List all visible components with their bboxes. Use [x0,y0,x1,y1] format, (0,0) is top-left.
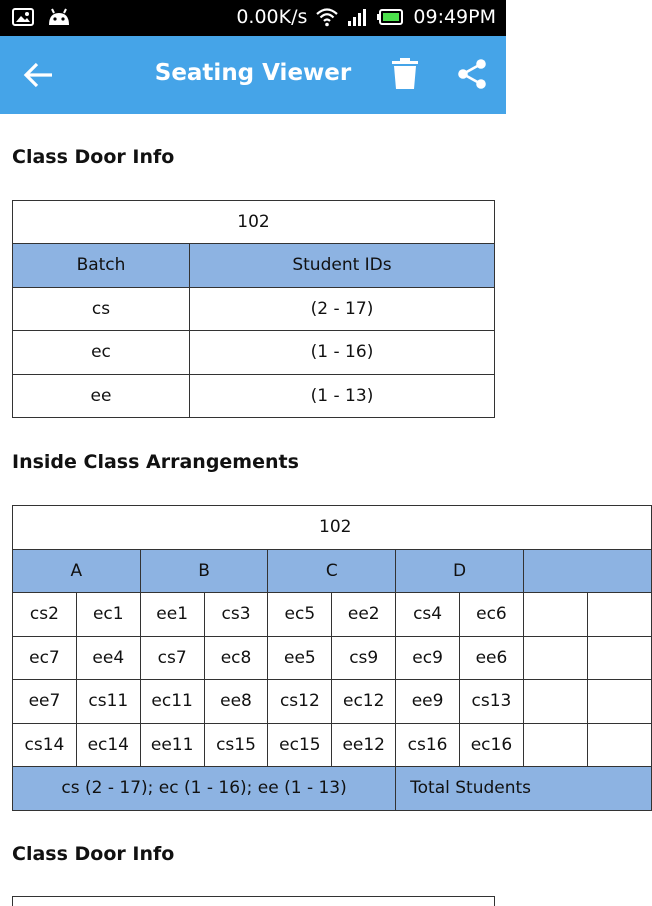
arrangement-scroll[interactable] [12,505,532,811]
seat-cell: ee8 [204,680,268,724]
seat-cell [587,636,651,680]
share-icon[interactable] [456,58,488,90]
seat-cell: ee9 [396,680,460,724]
seat-cell: cs14 [13,723,77,767]
seat-cell: ee2 [332,593,396,637]
room-number-cell: 102 [13,201,495,244]
table-row [13,374,495,418]
content-area[interactable] [0,114,532,900]
seat-cell [523,680,587,724]
seat-cell: ee5 [268,636,332,680]
seat-row [13,723,652,767]
seat-cell: ec16 [460,723,524,767]
seat-cell [587,680,651,724]
seat-cell: ec12 [332,680,396,724]
ids-cell: (2 - 17) [190,287,495,331]
seat-cell: cs15 [204,723,268,767]
page-title: Seating Viewer [154,60,352,86]
arrangement-room-cell: 102 [13,506,652,550]
section-title-door-info-2: Class Door Info [12,843,175,865]
seat-cell: ec6 [460,593,524,637]
seat-cell: ee7 [13,680,77,724]
seat-cell: cs7 [140,636,204,680]
app-bar [0,36,506,114]
seat-cell: cs12 [268,680,332,724]
status-bar [0,0,506,36]
seat-cell: ee1 [140,593,204,637]
seat-cell [523,723,587,767]
net-speed: 0.00K/s [236,6,308,28]
signal-icon [347,7,369,27]
ids-cell: (1 - 13) [190,374,495,418]
seat-cell: ec5 [268,593,332,637]
column-header-a: A [13,549,141,593]
seat-cell: ee12 [332,723,396,767]
seat-cell: ec14 [76,723,140,767]
batch-cell: cs [13,287,190,331]
total-students-cell: Total Students [396,767,652,811]
seat-row [13,636,652,680]
trash-icon[interactable] [392,58,418,90]
door-info-table [12,200,495,418]
clock: 09:49PM [413,6,496,28]
batch-cell: ec [13,331,190,375]
seat-cell: ee11 [140,723,204,767]
column-header-extra [523,549,651,593]
batch-cell: ee [13,374,190,418]
seat-cell: cs4 [396,593,460,637]
batch-summary-cell: cs (2 - 17); ec (1 - 16); ee (1 - 13) [13,767,396,811]
seat-cell: ee4 [76,636,140,680]
battery-charging-icon [377,7,405,27]
seat-cell: ec11 [140,680,204,724]
door-info-table-2 [12,896,495,906]
seat-cell: cs2 [13,593,77,637]
batch-header: Batch [13,244,190,288]
seat-cell: cs16 [396,723,460,767]
seat-cell [587,723,651,767]
seat-cell: cs13 [460,680,524,724]
seat-cell: ec8 [204,636,268,680]
android-icon [46,7,72,27]
ids-cell: (1 - 16) [190,331,495,375]
seat-cell: ec1 [76,593,140,637]
section-title-door-info: Class Door Info [12,146,175,168]
student-ids-header: Student IDs [190,244,495,288]
image-notification-icon [12,7,34,27]
column-header-d: D [396,549,524,593]
seat-cell: cs9 [332,636,396,680]
seat-row [13,680,652,724]
seat-cell: ec7 [13,636,77,680]
column-header-c: C [268,549,396,593]
wifi-icon [315,7,339,27]
column-header-b: B [140,549,268,593]
seat-cell [523,593,587,637]
seat-cell: ec15 [268,723,332,767]
seat-cell: cs3 [204,593,268,637]
seat-row [13,593,652,637]
seat-cell: ec9 [396,636,460,680]
seat-cell: ee6 [460,636,524,680]
seat-cell: cs11 [76,680,140,724]
seat-cell [523,636,587,680]
table-row [13,331,495,375]
table-row [13,287,495,331]
arrangement-table [12,505,652,811]
section-title-arrangements: Inside Class Arrangements [12,451,299,473]
seat-cell [587,593,651,637]
